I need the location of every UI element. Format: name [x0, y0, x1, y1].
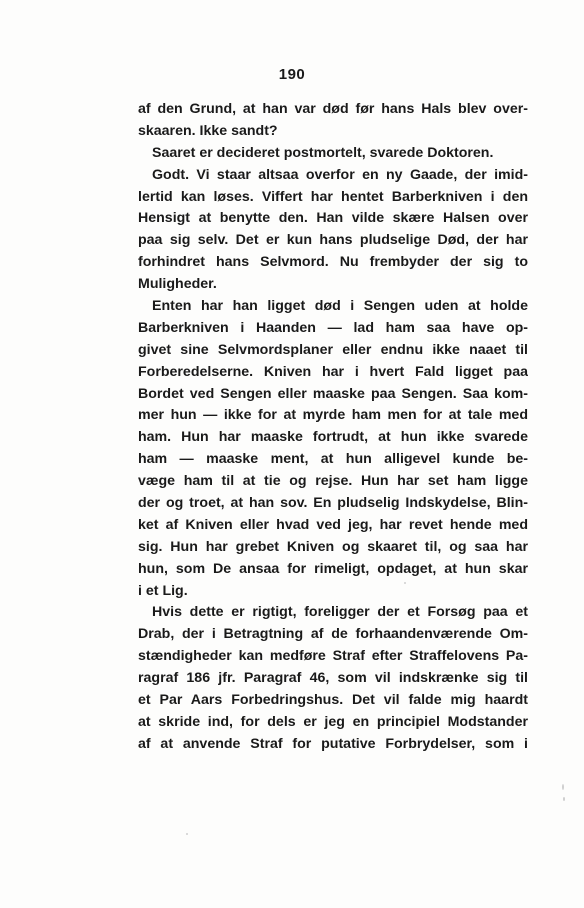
text-line: lertid kan løses. Viffert har hentet Barberkniven i den [138, 188, 528, 205]
text-line: der og troet, at han sov. En pludselig Indskydelse, Blin- [138, 495, 528, 512]
scan-speck [186, 833, 188, 835]
text-line: Muligheder. [138, 276, 217, 293]
text-line: af den Grund, at han var død før hans Hals blev over- [138, 101, 528, 117]
text-line: Forberedelserne. Kniven har i hvert Fald ligget paa [138, 363, 528, 380]
text-line: stændigheder kan medføre Straf efter Straffelovens Pa- [138, 648, 528, 665]
text-line: ham — maaske ment, at hun alligevel kunde be- [138, 451, 528, 468]
text-line: ket af Kniven eller hvad ved jeg, har revet hende med [138, 516, 528, 533]
text-line: forhindret hans Selvmord. Nu frembyder der sig to [138, 254, 528, 271]
text-line: ham. Hun har maaske fortrudt, at hun ikke svarede [138, 429, 528, 446]
text-line: væge ham til at tie og rejse. Hun har set ham ligge [138, 473, 528, 490]
text-line: Saaret er decideret postmortelt, svarede Doktoren. [152, 144, 494, 161]
text-line: i et Lig. [138, 582, 188, 599]
text-line: sig. Hun har grebet Kniven og skaaret til, og saa har [138, 538, 528, 555]
scan-speck [404, 582, 406, 584]
text-line: Hvis dette er rigtigt, foreligger der et Forsøg paa et [152, 604, 528, 621]
text-line: ragraf 186 jfr. Paragraf 46, som vil indskrænke sig til [138, 670, 528, 687]
text-line: et Par Aars Forbedringshus. Det vil falde mig haardt [138, 692, 528, 709]
scan-speck [562, 784, 564, 790]
page-number: 190 [278, 66, 306, 83]
text-line: skaaren. Ikke sandt? [138, 122, 278, 139]
text-line: Hensigt at benytte den. Han vilde skære Halsen over [138, 210, 528, 227]
text-line: hun, som De ansaa for rimeligt, opdaget, at hun skar [138, 560, 528, 577]
text-line: paa sig selv. Det er kun hans pludselige Død, der har [138, 232, 528, 249]
text-line: Enten har han ligget død i Sengen uden at holde [152, 298, 528, 315]
text-line: at skride ind, for dels er jeg en principiel Modstander [138, 713, 528, 730]
text-line: Bordet ved Sengen eller maaske paa Sengen. Saa kom- [138, 385, 528, 402]
text-line: af at anvende Straf for putative Forbrydelser, som i [138, 735, 528, 752]
body-text [138, 99, 528, 756]
text-line: Godt. Vi staar altsaa overfor en ny Gaade, der imid- [152, 166, 528, 183]
text-line: givet sine Selvmordsplaner eller endnu ikke naaet til [138, 341, 528, 358]
text-line: Drab, der i Betragtning af de forhaandenværende Om- [138, 626, 528, 643]
text-line: Barberkniven i Haanden — lad ham saa have op- [138, 319, 528, 336]
scan-speck [563, 797, 565, 801]
text-line: mer hun — ikke for at myrde ham men for at tale med [138, 407, 528, 424]
